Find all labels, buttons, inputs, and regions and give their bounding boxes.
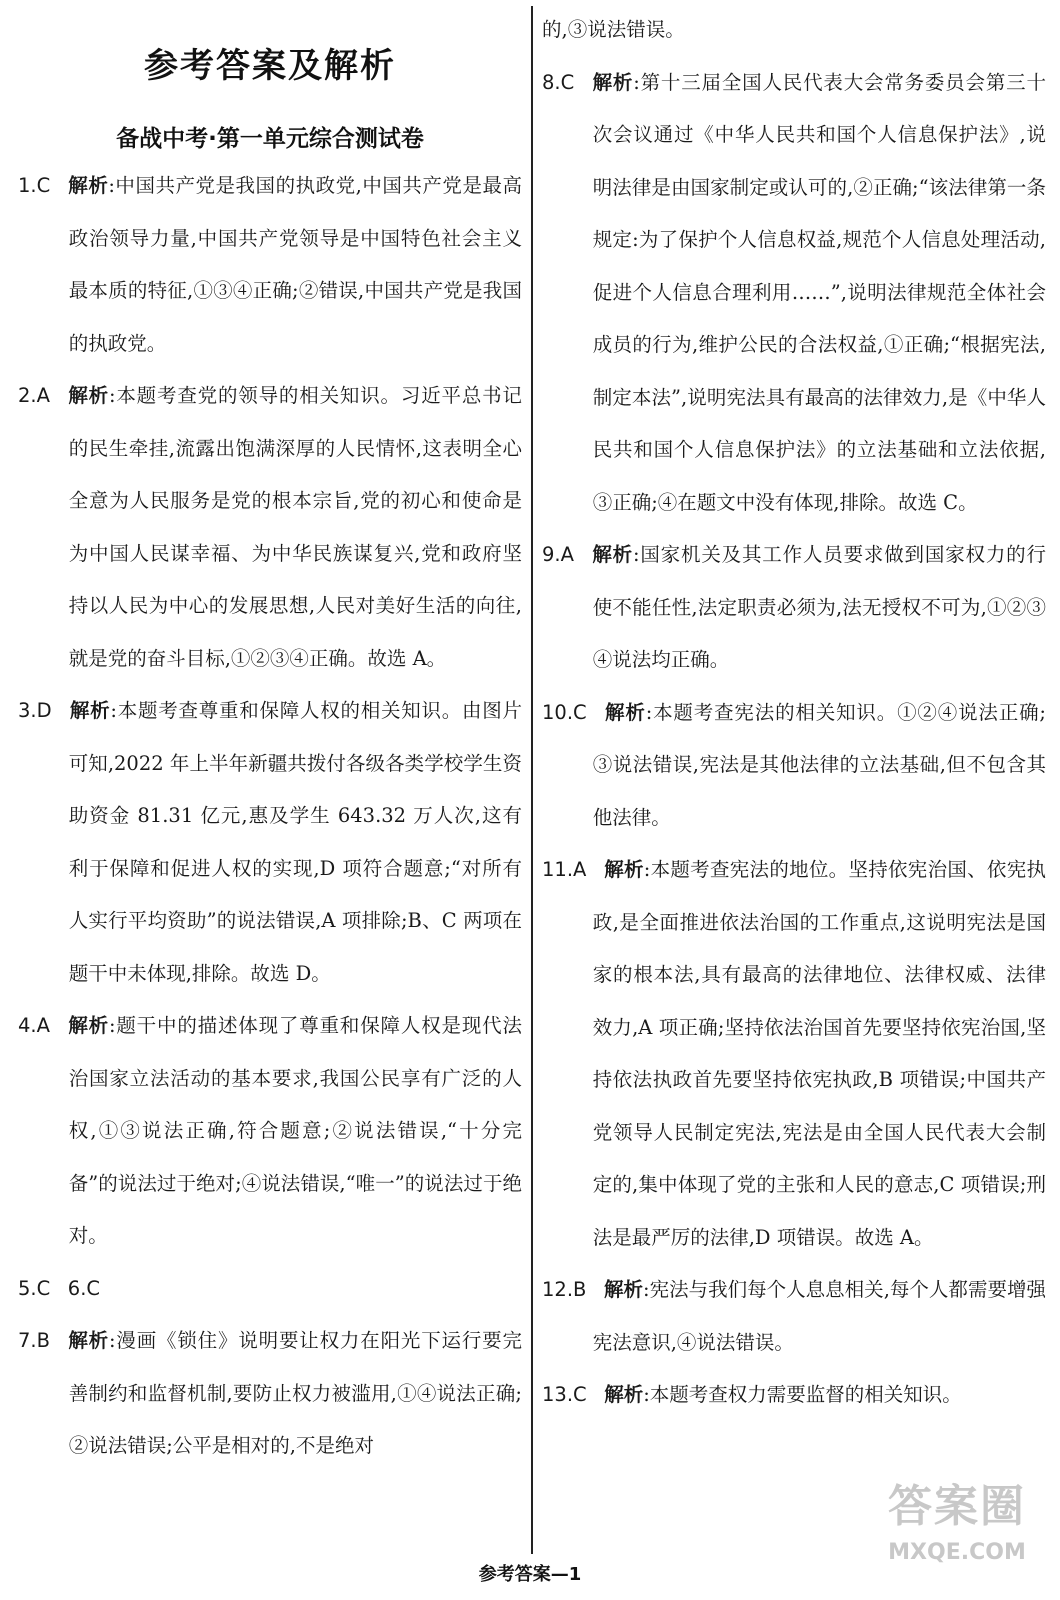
answer-item-1: 1.C 解析:中国共产党是我国的执政党,中国共产党是最高政治领导力量,中国共产党领导是中国特色社会主义最本质的特征,①③④正确;②错误,中国共产党是我国的执政党。 — [18, 174, 522, 355]
answer-item-7: 7.B 解析:漫画《锁住》说明要让权力在阳光下运行要完善制约和监督机制,要防止权力被滥用,①④说法正确;②说法错误;公平是相对的,不是绝对 — [18, 1329, 522, 1457]
page-footer: 参考答案—1 — [478, 1564, 582, 1585]
watermark-url: MXQE.COM — [888, 1540, 1026, 1565]
answer-item-12: 12.B 解析:宪法与我们每个人息息相关,每个人都需要增强宪法意识,④说法错误。 — [542, 1278, 1046, 1354]
answer-item-7-continuation: 的,③说法错误。 — [542, 18, 685, 41]
answer-item-13: 13.C 解析:本题考查权力需要监督的相关知识。 — [542, 1383, 962, 1406]
answer-item-11: 11.A 解析:本题考查宪法的地位。坚持依宪治国、依宪执政,是全面推进依法治国的工作重点,这说明宪法是国家的根本法,具有最高的法律地位、法律权威、法律效力,A 项正确;坚持依法治国首先要坚持依宪治国,坚持依法执政首先要坚持依宪执政,B 项错误;中国共产党领导人民制定宪法,宪法是由全国人民代表大会制定的,集中体现了党的主张和人民的意志,C 项错误;刑法是最严厉的法律,D 项错误。故选 A。 — [542, 858, 1046, 1249]
left-answer-list — [18, 160, 522, 1473]
answer-item-10: 10.C 解析:本题考查宪法的相关知识。①②④说法正确;③说法错误,宪法是其他法律的立法基础,但不包含其他法律。 — [542, 700, 1046, 829]
page-title: 参考答案及解析 — [144, 46, 396, 86]
watermark-logo — [862, 1462, 1052, 1582]
section-title: 备战中考·第一单元综合测试卷 — [116, 126, 424, 152]
answer-item-9: 9.A 解析:国家机关及其工作人员要求做到国家权力的行使不能任性,法定职责必须为,法无授权不可为,①②③④说法均正确。 — [542, 543, 1046, 671]
column-divider — [531, 6, 533, 1554]
watermark-brand: 答案圈 — [888, 1481, 1026, 1532]
answer-item-5-6: 5.C 6.C — [18, 1276, 101, 1300]
answer-item-8: 8.C 解析:第十三届全国人民代表大会常务委员会第三十次会议通过《中华人民共和国个人信息保护法》,说明法律是由国家制定或认可的,②正确;“该法律第一条规定:为了保护个人信息权益,规范个人信息处理活动,促进个人信息合理利用……”,说明法律规范全体社会成员的行为,维护公民的合法权益,①正确;“根据宪法,制定本法”,说明宪法具有最高的法律效力,是《中华人民共和国个人信息保护法》的立法基础和立法依据,③正确;④在题文中没有体现,排除。故选 C。 — [542, 70, 1046, 514]
answer-item-4: 4.A 解析:题干中的描述体现了尊重和保障人权是现代法治国家立法活动的基本要求,我国公民享有广泛的人权,①③说法正确,符合题意;②说法错误,“十分完备”的说法过于绝对;④说法错误,“唯一”的说法过于绝对。 — [18, 1014, 522, 1247]
answer-item-3: 3.D 解析:本题考查尊重和保障人权的相关知识。由图片可知,2022 年上半年新疆共拨付各级各类学校学生资助资金 81.31 亿元,惠及学生 643.32 万人次,这有利于保障和促进人权的实现,D 项符合题意;“对所有人实行平均资助”的说法错误,A 项排除;B、C 两项在题干中未体现,排除。故选 D。 — [18, 699, 522, 985]
right-answer-list — [542, 4, 1046, 1422]
answer-item-2: 2.A 解析:本题考查党的领导的相关知识。习近平总书记的民生牵挂,流露出饱满深厚的人民情怀,这表明全心全意为人民服务是党的根本宗旨,党的初心和使命是为中国人民谋幸福、为中华民族谋复兴,党和政府坚持以人民为中心的发展思想,人民对美好生活的向往,就是党的奋斗目标,①②③④正确。故选 A。 — [18, 384, 522, 670]
